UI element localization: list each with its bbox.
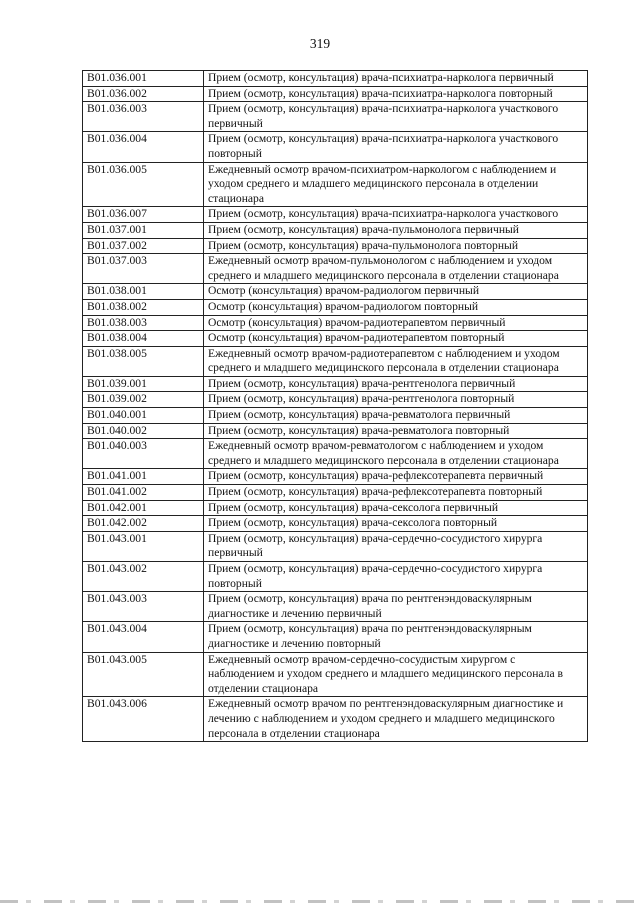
service-code-cell: B01.037.002 <box>83 238 204 254</box>
services-table-body <box>83 71 588 742</box>
service-description-cell: Прием (осмотр, консультация) врача-сердечно-сосудистого хирурга первичный <box>204 531 588 561</box>
service-description-cell: Прием (осмотр, консультация) врача-психиатра-нарколога участкового первичный <box>204 102 588 132</box>
table-row <box>83 423 588 439</box>
service-description-cell: Прием (осмотр, консультация) врача-рефлексотерапевта первичный <box>204 469 588 485</box>
service-description-cell: Прием (осмотр, консультация) врача-психиатра-нарколога участкового повторный <box>204 132 588 162</box>
service-code-cell: B01.043.005 <box>83 652 204 697</box>
services-table <box>82 70 588 742</box>
service-description-cell: Прием (осмотр, консультация) врача-психиатра-нарколога повторный <box>204 86 588 102</box>
scan-edge-artifact <box>0 900 640 903</box>
service-code-cell: B01.036.007 <box>83 207 204 223</box>
service-code-cell: B01.041.001 <box>83 469 204 485</box>
table-row <box>83 102 588 132</box>
service-description-cell: Осмотр (консультация) врачом-радиологом первичный <box>204 284 588 300</box>
service-description-cell: Прием (осмотр, консультация) врача-рентгенолога первичный <box>204 376 588 392</box>
service-code-cell: B01.037.003 <box>83 254 204 284</box>
service-description-cell: Прием (осмотр, консультация) врача-пульмонолога первичный <box>204 222 588 238</box>
table-row <box>83 485 588 501</box>
service-description-cell: Осмотр (консультация) врачом-радиологом повторный <box>204 299 588 315</box>
service-description-cell: Ежедневный осмотр врачом-пульмонологом с наблюдением и уходом среднего и младшего медицинского персонала в отделении стационара <box>204 254 588 284</box>
service-code-cell: B01.042.002 <box>83 516 204 532</box>
page-number: 319 <box>309 36 331 51</box>
service-description-cell: Прием (осмотр, консультация) врача-ревматолога повторный <box>204 423 588 439</box>
service-code-cell: B01.036.005 <box>83 162 204 207</box>
service-description-cell: Прием (осмотр, консультация) врача-сексолога повторный <box>204 516 588 532</box>
service-code-cell: B01.036.001 <box>83 71 204 87</box>
table-row <box>83 439 588 469</box>
table-row <box>83 315 588 331</box>
service-description-cell: Ежедневный осмотр врачом-ревматологом с наблюдением и уходом среднего и младшего медицинского персонала в отделении стационара <box>204 439 588 469</box>
service-code-cell: B01.038.004 <box>83 331 204 347</box>
service-description-cell: Ежедневный осмотр врачом по рентгенэндоваскулярным диагностике и лечению с наблюдением и уходом среднего и младшего медицинского персонала в отделении стационара <box>204 697 588 742</box>
service-description-cell: Прием (осмотр, консультация) врача-ревматолога первичный <box>204 408 588 424</box>
table-row <box>83 331 588 347</box>
service-code-cell: B01.038.003 <box>83 315 204 331</box>
service-code-cell: B01.040.001 <box>83 408 204 424</box>
table-row <box>83 622 588 652</box>
service-code-cell: B01.042.001 <box>83 500 204 516</box>
service-code-cell: B01.038.002 <box>83 299 204 315</box>
service-code-cell: B01.043.001 <box>83 531 204 561</box>
table-row <box>83 254 588 284</box>
service-description-cell: Прием (осмотр, консультация) врача по рентгенэндоваскулярным диагностике и лечению первичный <box>204 592 588 622</box>
service-description-cell: Прием (осмотр, консультация) врача-сердечно-сосудистого хирурга повторный <box>204 562 588 592</box>
service-code-cell: B01.038.001 <box>83 284 204 300</box>
service-description-cell: Ежедневный осмотр врачом-радиотерапевтом с наблюдением и уходом среднего и младшего медицинского персонала в отделении стационара <box>204 346 588 376</box>
table-row <box>83 516 588 532</box>
table-row <box>83 132 588 162</box>
table-row <box>83 392 588 408</box>
service-description-cell: Прием (осмотр, консультация) врача-психиатра-нарколога первичный <box>204 71 588 87</box>
table-row <box>83 408 588 424</box>
service-description-cell: Прием (осмотр, консультация) врача-сексолога первичный <box>204 500 588 516</box>
service-code-cell: B01.036.004 <box>83 132 204 162</box>
service-code-cell: B01.041.002 <box>83 485 204 501</box>
service-description-cell: Прием (осмотр, консультация) врача по рентгенэндоваскулярным диагностике и лечению повторный <box>204 622 588 652</box>
table-row <box>83 469 588 485</box>
table-row <box>83 562 588 592</box>
service-description-cell: Прием (осмотр, консультация) врача-рефлексотерапевта повторный <box>204 485 588 501</box>
service-description-cell: Ежедневный осмотр врачом-сердечно-сосудистым хирургом с наблюдением и уходом среднего и младшего медицинского персонала в отделении стационара <box>204 652 588 697</box>
service-code-cell: B01.038.005 <box>83 346 204 376</box>
service-code-cell: B01.039.002 <box>83 392 204 408</box>
table-row <box>83 652 588 697</box>
table-row <box>83 592 588 622</box>
service-code-cell: B01.043.004 <box>83 622 204 652</box>
service-description-cell: Прием (осмотр, консультация) врача-рентгенолога повторный <box>204 392 588 408</box>
table-row <box>83 207 588 223</box>
service-description-cell: Осмотр (консультация) врачом-радиотерапевтом повторный <box>204 331 588 347</box>
table-row <box>83 238 588 254</box>
service-code-cell: B01.043.002 <box>83 562 204 592</box>
table-row <box>83 222 588 238</box>
table-row <box>83 86 588 102</box>
table-row <box>83 697 588 742</box>
service-description-cell: Прием (осмотр, консультация) врача-пульмонолога повторный <box>204 238 588 254</box>
service-description-cell: Прием (осмотр, консультация) врача-психиатра-нарколога участкового <box>204 207 588 223</box>
service-code-cell: B01.039.001 <box>83 376 204 392</box>
service-description-cell: Осмотр (консультация) врачом-радиотерапевтом первичный <box>204 315 588 331</box>
table-row <box>83 162 588 207</box>
service-code-cell: B01.040.002 <box>83 423 204 439</box>
table-row <box>83 299 588 315</box>
table-row <box>83 531 588 561</box>
service-code-cell: B01.037.001 <box>83 222 204 238</box>
service-code-cell: B01.036.002 <box>83 86 204 102</box>
service-code-cell: B01.036.003 <box>83 102 204 132</box>
service-code-cell: B01.040.003 <box>83 439 204 469</box>
table-row <box>83 500 588 516</box>
service-description-cell: Ежедневный осмотр врачом-психиатром-наркологом с наблюдением и уходом среднего и младшего медицинского персонала в отделении стационара <box>204 162 588 207</box>
service-code-cell: B01.043.003 <box>83 592 204 622</box>
table-row <box>83 71 588 87</box>
service-code-cell: B01.043.006 <box>83 697 204 742</box>
table-row <box>83 284 588 300</box>
table-row <box>83 346 588 376</box>
table-row <box>83 376 588 392</box>
